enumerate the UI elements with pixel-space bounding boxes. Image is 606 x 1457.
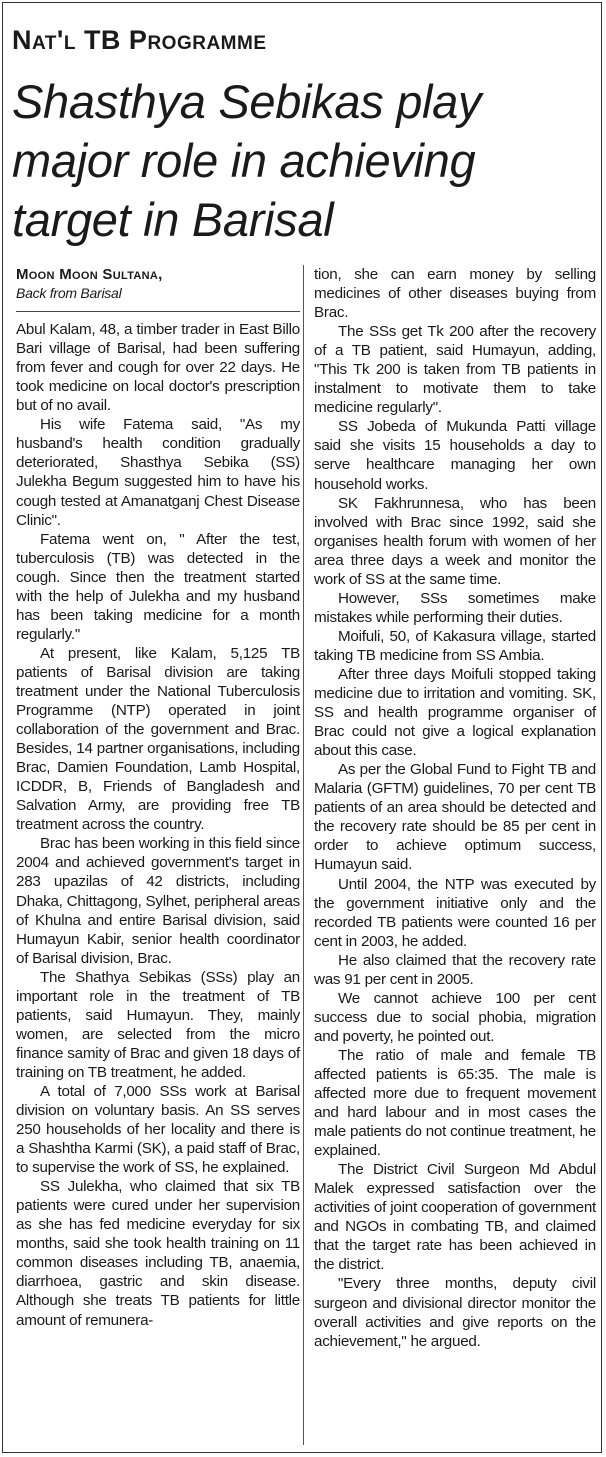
paragraph: As per the Global Fund to Fight TB and Malaria (GFTM) guidelines, 70 per cent TB patients of an area should be detected and the recovery rate should be 85 per cent in order to achieve optimum success, Humayun said. — [314, 761, 596, 874]
paragraph: We cannot achieve 100 per cent success due to social phobia, migration and poverty, he pointed out. — [314, 989, 596, 1045]
paragraph: His wife Fatema said, "As my husband's health condition gradually deteriorated, Shasthya Sebika (SS) Julekha Begum suggested him to have his cough tested at Amanatganj Chest Disease Clinic". — [16, 416, 300, 529]
paragraph: A total of 7,000 SSs work at Barisal division on voluntary basis. An SS serves 250 households of her locality and there is a Shashtha Karmi (SK), a paid staff of Brac, to supervise the work of SS, he explained. — [16, 1082, 300, 1177]
paragraph: The ratio of male and female TB affected patients is 65:35. The male is affected more due to frequent movement and hard labour and in most cases the male patients do not continue treatment, he explained. — [314, 1046, 596, 1160]
paragraph: At present, like Kalam, 5,125 TB patients of Barisal division are taking treatment under the National Tuberculosis Programme (NTP) operated in joint collaboration of the government and Brac. Besides, 14 partner organisations, including Brac, Damien Foundation, Lamb Hospital, ICDDR, B, Friends of Bangladesh and Salvation Army, are providing free TB treatment across the country. — [16, 644, 300, 834]
headline — [12, 72, 602, 249]
byline-rule — [16, 311, 300, 312]
headline-line: Shasthya Sebikas play — [12, 75, 482, 128]
paragraph: He also claimed that the recovery rate was 91 per cent in 2005. — [314, 951, 596, 988]
paragraph: The Shathya Sebikas (SSs) play an important role in the treatment of TB patients, said Humayun. They, mainly women, are selected from the micro finance samity of Brac and given 18 days of training on TB treatment, he added. — [16, 968, 300, 1081]
headline-line: major role in achieving — [12, 134, 476, 187]
paragraph: Until 2004, the NTP was executed by the government initiative only and the recorded TB patients were counted 16 per cent in 2003, he added. — [314, 875, 596, 950]
kicker-text: Nat'l TB Programme — [12, 25, 267, 55]
section-kicker — [12, 22, 596, 58]
paragraph: SS Jobeda of Mukunda Patti village said she visits 15 households a day to serve healthcare managing her own household works. — [314, 418, 596, 493]
paragraph: Abul Kalam, 48, a timber trader in East Billo Bari village of Barisal, had been suffering from fever and cough for over 22 days. He took medicine on local doctor's prescription but of no avail. — [16, 321, 300, 415]
column-divider — [303, 265, 304, 1445]
headline-line: target in Barisal — [12, 193, 334, 246]
paragraph: SK Fakhrunnesa, who has been involved with Brac since 1992, said she organises health forum with women of her area three days a week and monitor the work of SS at the same time. — [314, 494, 596, 588]
paragraph: After three days Moifuli stopped taking medicine due to irritation and vomiting. SK, SS and health programme organiser of Brac could not give a logical explanation about this case. — [314, 665, 596, 760]
paragraph: Brac has been working in this field since 2004 and achieved government's target in 283 upazilas of 42 districts, including Dhaka, Chittagong, Sylhet, peripheral areas of Khulna and entire Barisal division, said Humayun Kabir, senior health coordinator of Barisal division, Brac. — [16, 835, 300, 967]
paragraph: The SSs get Tk 200 after the recovery of a TB patient, said Humayun, adding, "This Tk 200 is taken from TB patients in instalment to motivate them to take medicine regularly". — [314, 323, 596, 417]
paragraph: tion, she can earn money by selling medicines of other diseases buying from Brac. — [314, 266, 596, 322]
paragraph: However, SSs sometimes make mistakes while performing their duties. — [314, 589, 596, 626]
paragraph: The District Civil Surgeon Md Abdul Malek expressed satisfaction over the activities of joint cooperation of government and NGOs in combating TB, and claimed that the target rate has been achieved in the district. — [314, 1161, 596, 1274]
left-column — [16, 265, 300, 1330]
paragraph: "Every three months, deputy civil surgeon and divisional director monitor the overall activities and give reports on the achievement," he argued. — [314, 1275, 596, 1350]
paragraph: Moifuli, 50, of Kakasura village, started taking TB medicine from SS Ambia. — [314, 627, 596, 664]
byline-author: Moon Moon Sultana, — [16, 266, 163, 283]
paragraph: SS Julekha, who claimed that six TB patients were cured under her supervision as she has fed medicine everyday for six months, said she took health training on 11 common diseases including TB, anaemia, diarrhoea, gastric and skin disease. Although she treats TB patients for little amount of remunera- — [16, 1178, 300, 1329]
paragraph: Fatema went on, " After the test, tuberculosis (TB) was detected in the cough. Since then the treatment started with the help of Julekha and my husband has been taking medicine for a month regularly." — [16, 530, 300, 643]
byline-location: Back from Barisal — [16, 285, 122, 302]
right-column — [314, 265, 596, 1351]
